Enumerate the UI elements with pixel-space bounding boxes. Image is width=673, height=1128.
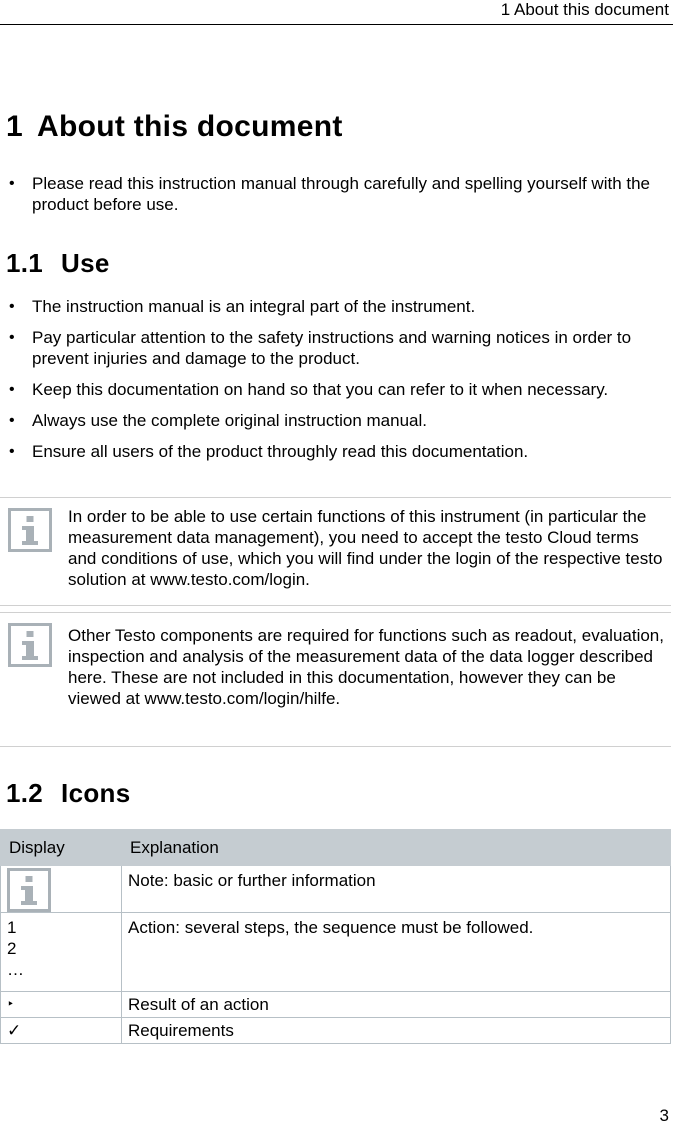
table-row	[1, 992, 671, 1018]
section-number: 1	[6, 110, 23, 143]
running-header-title: 1 About this document	[500, 0, 669, 19]
info-icon	[8, 623, 52, 667]
explanation-cell: Result of an action	[122, 992, 671, 1018]
running-header	[0, 0, 673, 25]
section-1-1-heading	[6, 248, 110, 279]
table-row	[1, 913, 671, 992]
step-number: 2	[7, 939, 17, 958]
step-number: 1	[7, 918, 17, 937]
section-title: Use	[61, 248, 110, 278]
list-item: • Always use the complete original instruction manual.	[9, 411, 427, 430]
list-item: • Ensure all users of the product throughly read this documentation.	[9, 442, 529, 461]
table-header-row	[1, 830, 671, 866]
checkmark-icon: ✓	[1, 1018, 122, 1044]
info-icon	[7, 868, 115, 912]
list-item: • The instruction manual is an integral part of the instrument.	[9, 297, 476, 316]
info-note	[0, 612, 671, 747]
result-arrow-icon: ‣	[1, 992, 122, 1018]
page-number: 3	[659, 1106, 669, 1125]
list-item: • Pay particular attention to the safety instructions and warning notices in order to prevent injuries and damage to the product.	[9, 328, 632, 368]
section-1-2-heading	[6, 778, 130, 809]
column-header-explanation: Explanation	[122, 830, 671, 866]
bullet-icon: •	[9, 175, 15, 192]
table-row	[1, 866, 671, 913]
list-item: • Keep this documentation on hand so that you can refer to it when necessary.	[9, 380, 609, 399]
section-title: About this document	[37, 110, 343, 143]
explanation-cell: Action: several steps, the sequence must be followed.	[122, 913, 671, 992]
table-row	[1, 1018, 671, 1044]
bullet-icon: •	[9, 443, 15, 460]
bullet-icon: •	[9, 412, 15, 429]
explanation-cell: Requirements	[122, 1018, 671, 1044]
section-number: 1.1	[6, 248, 44, 278]
column-header-display: Display	[1, 830, 122, 866]
display-cell	[1, 866, 122, 913]
bullet-icon: •	[9, 298, 15, 315]
step-ellipsis: …	[7, 960, 24, 979]
display-cell	[1, 913, 122, 992]
note-text: Other Testo components are required for functions such as readout, evaluation, inspection and analysis of the measurement data of the data logger described here. These are not included in this documentation, however they can be viewed at www.testo.com/login/hilfe.	[68, 626, 664, 708]
bullet-icon: •	[9, 381, 15, 398]
explanation-cell: Note: basic or further information	[122, 866, 671, 913]
section-title: Icons	[61, 778, 131, 808]
section-1-bullets	[0, 173, 663, 225]
list-item: • Please read this instruction manual through carefully and spelling yourself with the product before use.	[9, 174, 651, 214]
icons-table	[0, 829, 671, 1044]
info-note	[0, 497, 671, 606]
bullet-icon: •	[9, 329, 15, 346]
section-1-heading	[6, 110, 343, 144]
note-text: In order to be able to use certain functions of this instrument (in particular the measurement data management), you need to accept the testo Cloud terms and conditions of use, which you will find under the login of the respective testo solution at www.testo.com/login.	[68, 507, 663, 589]
section-number: 1.2	[6, 778, 44, 808]
info-icon	[8, 508, 52, 552]
section-1-1-bullets	[0, 296, 663, 472]
